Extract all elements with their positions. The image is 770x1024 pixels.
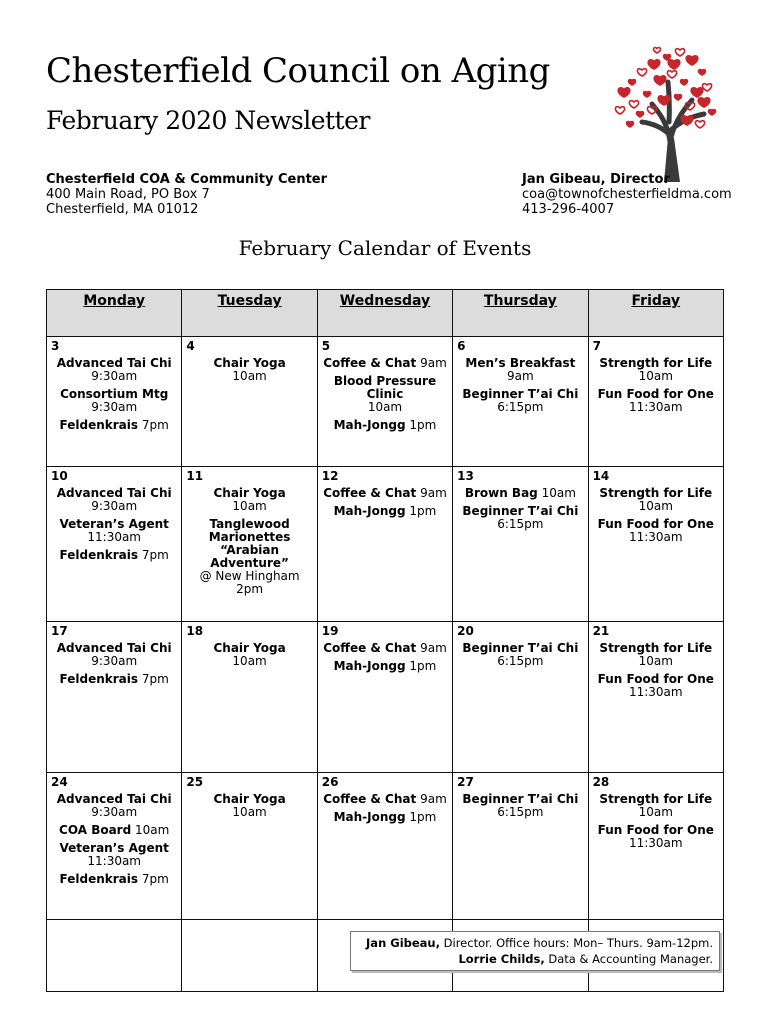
event-time: 10am xyxy=(232,805,267,819)
staff-note-line-2 xyxy=(351,951,713,967)
week-row xyxy=(47,467,724,622)
day-number: 3 xyxy=(51,339,60,353)
event-name: Men’s Breakfast xyxy=(465,356,576,370)
event-time: 9am xyxy=(507,369,534,383)
empty-day-cell xyxy=(182,920,317,992)
event-name: Strength for Life xyxy=(599,486,713,500)
event-item xyxy=(455,793,585,819)
event-item xyxy=(320,357,450,370)
heart-icon xyxy=(691,88,703,97)
day-cell xyxy=(317,622,452,773)
event-item xyxy=(320,487,450,500)
heart-icon xyxy=(637,69,646,76)
event-time: 9am xyxy=(420,641,447,655)
event-item xyxy=(49,824,179,837)
event-item xyxy=(49,549,179,562)
event-time: 9:30am xyxy=(91,400,138,414)
event-time: 6:15pm xyxy=(497,654,544,668)
day-cell xyxy=(182,773,317,920)
event-name: Coffee & Chat xyxy=(323,356,417,370)
event-item xyxy=(591,518,721,544)
heart-icon xyxy=(668,60,680,69)
event-name: Chair Yoga xyxy=(213,486,286,500)
organization-block xyxy=(46,172,327,217)
event-time: 9am xyxy=(420,356,447,370)
event-time: 7pm xyxy=(141,418,169,432)
event-item xyxy=(49,419,179,432)
event-time: 10am xyxy=(232,654,267,668)
event-list xyxy=(182,639,316,668)
event-item xyxy=(591,673,721,699)
event-list xyxy=(318,354,452,432)
event-time: 10am xyxy=(232,369,267,383)
day-number: 6 xyxy=(457,339,466,353)
day-cell xyxy=(182,622,317,773)
event-time: 9:30am xyxy=(91,654,138,668)
address-line-1: 400 Main Road, PO Box 7 xyxy=(46,187,210,202)
event-time: 11:30am xyxy=(87,530,141,544)
event-time: 11:30am xyxy=(628,685,683,699)
event-item xyxy=(49,518,179,544)
heart-icon xyxy=(654,48,661,53)
event-item xyxy=(49,673,179,686)
event-list xyxy=(589,484,723,544)
event-item xyxy=(49,357,179,383)
event-time: 6:15pm xyxy=(497,805,544,819)
event-name: Beginner T’ai Chi xyxy=(462,792,579,806)
heart-icon xyxy=(695,121,704,128)
newsletter-subtitle: February 2020 Newsletter xyxy=(46,106,370,135)
header-monday: Monday xyxy=(47,290,182,337)
day-cell xyxy=(453,622,588,773)
event-item xyxy=(591,388,721,414)
day-number: 25 xyxy=(186,775,204,789)
event-name: Feldenkrais xyxy=(59,548,139,562)
heart-icon xyxy=(627,122,634,127)
event-item xyxy=(184,518,314,596)
day-number: 12 xyxy=(321,469,339,483)
heart-icon xyxy=(629,101,638,108)
events-calendar xyxy=(46,289,724,992)
event-item xyxy=(184,642,314,668)
day-cell xyxy=(182,467,317,622)
staff-name-manager: Lorrie Childs, xyxy=(458,952,545,966)
event-list xyxy=(47,354,181,432)
header-friday: Friday xyxy=(588,290,723,337)
event-item xyxy=(320,811,450,824)
day-number: 10 xyxy=(51,469,68,483)
event-time: 1pm xyxy=(409,504,437,518)
event-item xyxy=(591,824,721,850)
event-time: 10am xyxy=(232,499,267,513)
event-time: 7pm xyxy=(141,548,169,562)
event-item xyxy=(455,357,585,383)
event-time: 10am xyxy=(638,805,673,819)
event-list xyxy=(453,790,587,819)
event-time: 10am xyxy=(541,486,576,500)
event-list xyxy=(453,354,587,414)
day-cell xyxy=(588,337,723,467)
event-time: 11:30am xyxy=(628,530,683,544)
staff-name-director: Jan Gibeau, xyxy=(366,936,440,950)
day-number: 19 xyxy=(321,624,339,638)
event-time: 6:15pm xyxy=(497,517,544,531)
event-item xyxy=(49,487,179,513)
day-number: 5 xyxy=(321,339,331,353)
event-name: Advanced Tai Chi xyxy=(56,356,172,370)
event-time: 10am xyxy=(638,369,673,383)
day-cell xyxy=(453,467,588,622)
event-item xyxy=(49,793,179,819)
day-number: 28 xyxy=(592,775,610,789)
week-row xyxy=(47,622,724,773)
event-time: 10am xyxy=(367,400,403,414)
event-item xyxy=(184,487,314,513)
event-item xyxy=(455,642,585,668)
event-name: Coffee & Chat xyxy=(323,792,417,806)
heart-icon xyxy=(644,92,651,97)
heart-icon xyxy=(615,107,624,114)
event-time: 7pm xyxy=(141,672,169,686)
event-list xyxy=(589,790,723,850)
event-name: Advanced Tai Chi xyxy=(56,486,172,500)
director-phone: 413-296-4007 xyxy=(522,202,615,217)
event-time: 10am xyxy=(638,499,673,513)
event-list xyxy=(589,354,723,414)
heart-tree-icon xyxy=(612,42,717,182)
event-name: Mah-Jongg xyxy=(333,418,406,432)
day-cell xyxy=(47,773,182,920)
event-list xyxy=(182,484,316,596)
event-time: 1pm xyxy=(409,659,437,673)
event-name: Tanglewood Marionettes “Arabian Adventure” xyxy=(208,517,291,570)
event-time: 11:30am xyxy=(628,400,683,414)
event-name: Fun Food for One xyxy=(597,672,714,686)
event-name: Strength for Life xyxy=(599,641,713,655)
event-name: Fun Food for One xyxy=(597,387,714,401)
event-time: 1pm xyxy=(409,810,437,824)
heart-icon xyxy=(699,70,706,75)
header-thursday: Thursday xyxy=(453,290,588,337)
event-name: Mah-Jongg xyxy=(333,810,406,824)
event-time: 11:30am xyxy=(87,854,141,868)
event-item xyxy=(320,793,450,806)
event-item xyxy=(455,487,585,500)
header-wednesday: Wednesday xyxy=(317,290,452,337)
day-cell xyxy=(47,337,182,467)
day-number: 13 xyxy=(457,469,474,483)
event-item xyxy=(49,642,179,668)
heart-icon xyxy=(667,71,676,78)
day-cell xyxy=(317,337,452,467)
heart-icon xyxy=(629,80,636,85)
day-number: 18 xyxy=(186,624,204,638)
event-list xyxy=(318,639,452,673)
day-cell xyxy=(182,337,317,467)
event-name: Beginner T’ai Chi xyxy=(462,387,579,401)
event-name: Coffee & Chat xyxy=(323,486,417,500)
event-time: 7pm xyxy=(141,872,169,886)
event-item xyxy=(320,419,450,432)
event-list xyxy=(47,639,181,686)
event-item xyxy=(49,388,179,414)
event-name: Beginner T’ai Chi xyxy=(462,504,579,518)
staff-role-manager: Data & Accounting Manager. xyxy=(544,952,713,966)
newsletter-title: Chesterfield Council on Aging xyxy=(46,51,550,91)
event-list xyxy=(182,354,316,383)
heart-icon xyxy=(637,112,644,117)
weekday-header-row xyxy=(47,290,724,337)
day-number: 4 xyxy=(186,339,195,353)
event-name: Blood Pressure Clinic xyxy=(333,374,437,401)
event-item xyxy=(320,375,450,414)
event-list xyxy=(47,484,181,562)
day-cell xyxy=(47,622,182,773)
staff-note-line-1 xyxy=(351,935,713,951)
event-list xyxy=(318,790,452,824)
event-item xyxy=(320,642,450,655)
event-list xyxy=(318,484,452,518)
day-cell xyxy=(453,337,588,467)
event-name: Consortium Mtg xyxy=(60,387,169,401)
heart-icon xyxy=(618,88,630,97)
heart-icon xyxy=(664,55,671,60)
event-name: Fun Food for One xyxy=(597,517,714,531)
event-name: Feldenkrais xyxy=(59,418,139,432)
day-number: 11 xyxy=(186,469,204,483)
event-name: Feldenkrais xyxy=(59,872,139,886)
day-cell xyxy=(588,467,723,622)
event-time: 9:30am xyxy=(91,805,138,819)
day-number: 7 xyxy=(592,339,601,353)
heart-icon xyxy=(681,80,688,85)
day-cell xyxy=(588,622,723,773)
day-number: 14 xyxy=(592,469,610,483)
director-block xyxy=(522,172,732,217)
event-item xyxy=(184,793,314,819)
heart-icon xyxy=(686,56,698,65)
event-item xyxy=(320,505,450,518)
day-cell xyxy=(317,773,452,920)
day-number: 26 xyxy=(321,775,339,789)
event-name: Fun Food for One xyxy=(597,823,714,837)
organization-name: Chesterfield COA & Community Center xyxy=(46,172,328,187)
event-name: Strength for Life xyxy=(599,356,713,370)
event-name: Mah-Jongg xyxy=(333,504,406,518)
event-name: Chair Yoga xyxy=(213,792,286,806)
director-name: Jan Gibeau, Director xyxy=(522,172,670,187)
day-number: 20 xyxy=(457,624,474,638)
day-cell xyxy=(453,773,588,920)
heart-icon xyxy=(702,84,711,91)
event-item xyxy=(455,388,585,414)
week-row xyxy=(47,773,724,920)
event-item xyxy=(320,660,450,673)
event-name: Chair Yoga xyxy=(213,356,286,370)
heart-icon xyxy=(709,110,716,115)
event-name: Feldenkrais xyxy=(59,672,139,686)
event-list xyxy=(589,639,723,699)
event-list xyxy=(47,790,181,886)
event-time: 10am xyxy=(638,654,673,668)
day-number: 21 xyxy=(592,624,610,638)
day-cell xyxy=(47,467,182,622)
event-time: 11:30am xyxy=(628,836,683,850)
heart-icon xyxy=(675,95,682,100)
event-item xyxy=(455,505,585,531)
event-name: Chair Yoga xyxy=(213,641,286,655)
calendar-title: February Calendar of Events xyxy=(238,236,532,260)
event-list xyxy=(182,790,316,819)
event-name: Veteran’s Agent xyxy=(59,841,169,855)
heart-icon xyxy=(675,49,684,56)
heart-icon xyxy=(698,98,710,107)
day-number: 24 xyxy=(51,775,68,789)
empty-day-cell xyxy=(47,920,182,992)
event-item xyxy=(591,357,721,383)
event-name: Brown Bag xyxy=(464,486,538,500)
event-name: Mah-Jongg xyxy=(333,659,406,673)
event-time: 9:30am xyxy=(91,499,138,513)
address-line-2: Chesterfield, MA 01012 xyxy=(46,202,199,217)
event-list xyxy=(453,484,587,531)
event-time: 10am xyxy=(135,823,170,837)
event-time: 6:15pm xyxy=(497,400,544,414)
event-item xyxy=(184,357,314,383)
event-time: 1pm xyxy=(409,418,437,432)
event-list xyxy=(453,639,587,668)
staff-role-director: Director. Office hours: Mon– Thurs. 9am-12pm. xyxy=(440,936,713,950)
event-item xyxy=(591,642,721,668)
staff-note-box xyxy=(350,931,720,971)
week-row xyxy=(47,337,724,467)
event-time: @ New Hingham 2pm xyxy=(199,569,300,596)
heart-icon xyxy=(648,60,660,69)
day-number: 17 xyxy=(51,624,68,638)
event-name: Strength for Life xyxy=(599,792,713,806)
event-name: Advanced Tai Chi xyxy=(56,641,172,655)
event-time: 9am xyxy=(420,792,447,806)
event-time: 9am xyxy=(420,486,447,500)
event-name: Coffee & Chat xyxy=(323,641,417,655)
day-cell xyxy=(588,773,723,920)
day-cell xyxy=(317,467,452,622)
event-name: Advanced Tai Chi xyxy=(56,792,172,806)
event-item xyxy=(591,487,721,513)
event-item xyxy=(591,793,721,819)
day-number: 27 xyxy=(457,775,474,789)
event-name: COA Board xyxy=(59,823,132,837)
event-time: 9:30am xyxy=(91,369,138,383)
event-item xyxy=(49,873,179,886)
heart-icon xyxy=(654,76,666,85)
event-name: Veteran’s Agent xyxy=(59,517,169,531)
event-name: Beginner T’ai Chi xyxy=(462,641,579,655)
header-tuesday: Tuesday xyxy=(182,290,317,337)
event-item xyxy=(49,842,179,868)
director-email[interactable]: coa@townofchesterfieldma.com xyxy=(522,187,732,202)
